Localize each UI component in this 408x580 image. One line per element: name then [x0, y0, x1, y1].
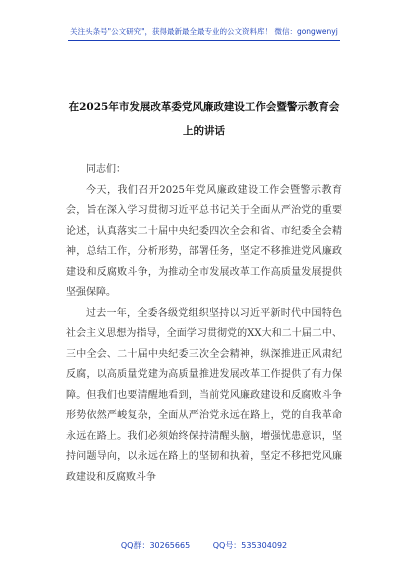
- greeting: 同志们：: [86, 164, 126, 175]
- footer: [0, 540, 408, 551]
- header-note: 关注头条号"公文研究"，获得最新最全最专业的公文资料库！ 微信：gongwenyj: [70, 27, 338, 36]
- footer-qq-number: QQ号：535304092: [212, 541, 288, 550]
- document-title-line2: 上的讲话: [183, 125, 225, 137]
- footer-qq-group: QQ群：30265665: [120, 541, 191, 550]
- header-divider: [68, 40, 340, 41]
- document-body: [66, 160, 342, 488]
- paragraph-1: 今天，我们召开2025年党风廉政建设工作会暨警示教育会，旨在深入学习贯彻习近平总书记关于全面从严治党的重要论述，认真落实二十届中央纪委四次全会和省、市纪委全会精神，总结工作，分析形势，部署任务，坚定不移推进党风廉政建设和反腐败斗争，为推动全市发展改革工作高质量发展提供坚强保障。: [66, 184, 342, 298]
- paragraph-2: 过去一年，全委各级党组织坚持以习近平新时代中国特色社会主义思想为指导，全面学习贯彻党的XX大和二十届二中、三中全会、二十届中央纪委三次全会精神，纵深推进正风肃纪反腐，以高质量党建为高质量推进发展改革工作提供了有力保障。但我们也要清醒地看到，当前党风廉政建设和反腐败斗争形势依然严峻复杂，全面从严治党永远在路上，党的自我革命永远在路上。我们必须始终保持清醒头脑，增强忧患意识，坚持问题导向，以永远在路上的坚韧和执着，坚定不移把党风廉政建设和反腐败斗争: [66, 307, 342, 483]
- document-title-line1: 在2025年市发展改革委党风廉政建设工作会暨警示教育会: [68, 101, 340, 113]
